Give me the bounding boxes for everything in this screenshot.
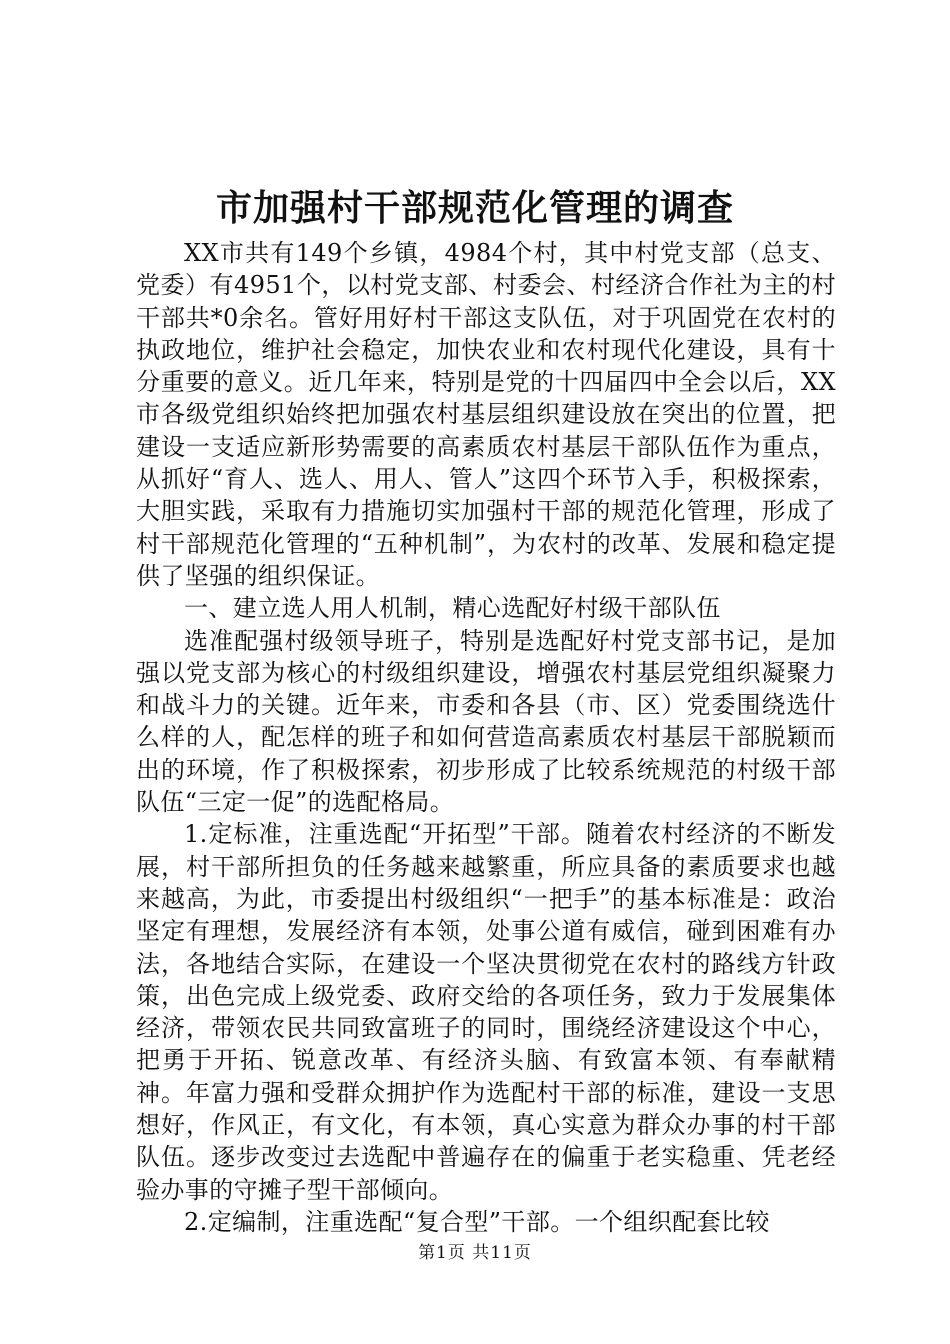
section-heading-1: 一、建立选人用人机制，精心选配好村级干部队伍 bbox=[184, 594, 721, 623]
paragraph-point-2: 2.定编制，注重选配“复合型”干部。一个组织配套比较 bbox=[184, 1207, 770, 1236]
paragraph-intro: XX市共有149个乡镇，4984个村，其中村党支部（总支、党委）有4951个，以村党支部、村委会、村经济合作社为主的村干部共*0余名。管好用好村干部这支队伍，对于巩固党在农村的执政地位，维护社会稳定，加快农业和农村现代化建设，具有十分重要的意义。近几年来，特别是党的十四届四中全会以后，XX市各级党组织始终把加强农村基层组织建设放在突出的位置，把建设一支适应新形势需要的高素质农村基层干部队伍作为重点，从抓好“育人、选人、用人、管人”这四个环节入手，积极探索，大胆实践，采取有力措施切实加强村干部的规范化管理，形成了村干部规范化管理的“五种机制”，为农村的改革、发展和稳定提供了坚强的组织保证。 bbox=[136, 239, 836, 590]
paragraph-section-1: 选准配强村级领导班子，特别是选配好村党支部书记，是加强以党支部为核心的村级组织建设，增强农村基层党组织凝聚力和战斗力的关键。近年来，市委和各县（市、区）党委围绕选什么样的人，配怎样的班子和如何营造高素质农村基层干部脱颖而出的环境，作了积极探索，初步形成了比较系统规范的村级干部队伍“三定一促”的选配格局。 bbox=[136, 626, 836, 817]
paragraph-point-1: 1.定标准，注重选配“开拓型”干部。随着农村经济的不断发展，村干部所担负的任务越来越繁重，所应具备的素质要求也越来越高，为此，市委提出村级组织“一把手”的基本标准是：政治坚定有理想，发展经济有本领，处事公道有威信，碰到困难有办法，各地结合实际，在建设一个坚决贯彻党在农村的路线方针政策，出色完成上级党委、政府交给的各项任务，致力于发展集体经济，带领农民共同致富班子的同时，围绕经济建设这个中心，把勇于开拓、锐意改革、有经济头脑、有致富本领、有奉献精神。年富力强和受群众拥护作为选配村干部的标准，建设一支思想好，作风正，有文化，有本领，真心实意为群众办事的村干部队伍。逐步改变过去选配中普遍存在的偏重于老实稳重、凭老经验办事的守摊子型干部倾向。 bbox=[136, 820, 836, 1204]
page-number-footer: 第1页 共11页 bbox=[418, 1243, 532, 1263]
document-body bbox=[136, 237, 836, 1238]
document-title: 市加强村干部规范化管理的调查 bbox=[215, 187, 734, 229]
